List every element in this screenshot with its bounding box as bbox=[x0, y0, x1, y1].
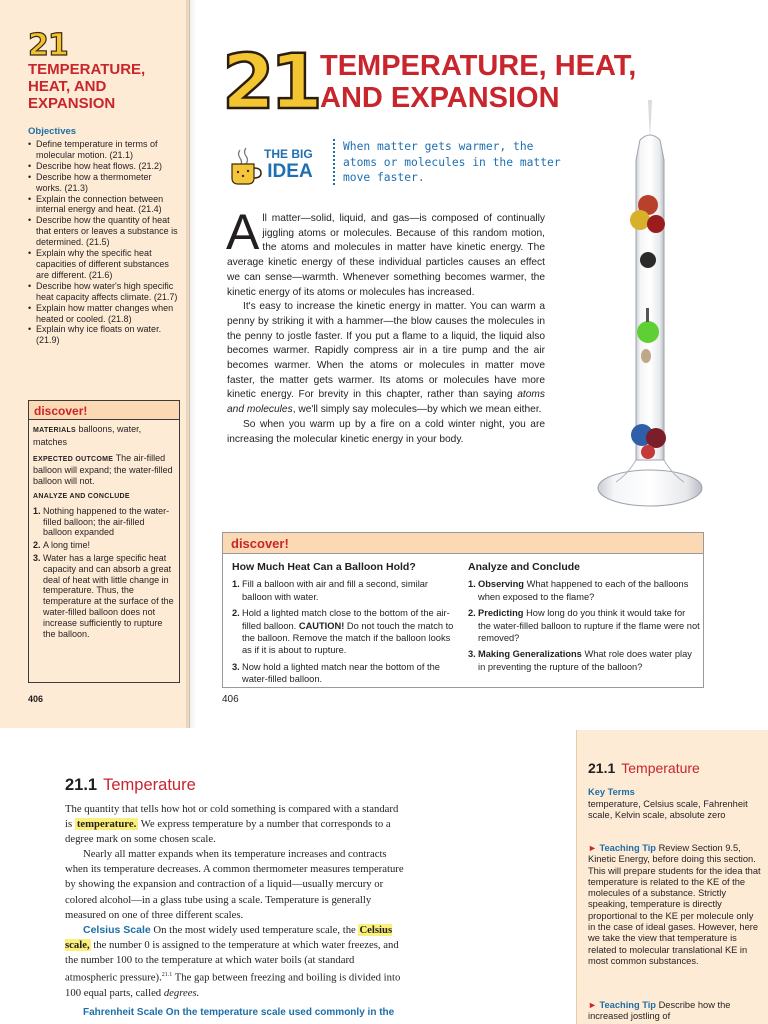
sidebar-chapter-title: TEMPERATURE, HEAT, AND EXPANSION bbox=[28, 61, 146, 112]
section-paragraph-3 bbox=[65, 923, 405, 1001]
step-text: Fill a balloon with air and fill a second, similar balloon with water. bbox=[242, 579, 429, 602]
answer-text: Nothing happened to the water-filled balloon; the air-filled balloon expanded bbox=[43, 505, 170, 538]
analyze-question bbox=[468, 607, 700, 644]
analyze-questions bbox=[468, 578, 700, 673]
page-number: 406 bbox=[222, 694, 239, 705]
sidebar-section-title: Temperature bbox=[621, 760, 700, 776]
objectives-heading: Objectives bbox=[28, 126, 77, 137]
step-number: 2. bbox=[232, 608, 240, 619]
answer-number: 1. bbox=[33, 505, 41, 516]
sidebar-chapter-number: 21 bbox=[28, 28, 68, 63]
coffee-cup-icon bbox=[228, 146, 262, 186]
arrow-right-icon: ► bbox=[588, 1000, 597, 1010]
section-paragraph-4-cut: Fahrenheit Scale On the temperature scale used commonly in the bbox=[83, 1006, 395, 1018]
question-text: What happened to each of the balloons when exposed to the flame? bbox=[478, 579, 689, 602]
discover-activity-box bbox=[222, 532, 704, 688]
intro-paragraph-2-end: , we'll simply say molecules—by which we mean either. bbox=[292, 404, 542, 416]
teaching-tip-2 bbox=[588, 1000, 763, 1023]
sidebar-section-number: 21.1 bbox=[588, 760, 616, 776]
chapter-number: 21 bbox=[222, 37, 318, 126]
section-paragraph-1 bbox=[65, 802, 405, 847]
section-body bbox=[65, 802, 405, 1020]
teacher-sidebar bbox=[0, 0, 190, 728]
p1-text: The quantity that tells how hot or cold something is compared with a standard is bbox=[65, 803, 399, 831]
answers-list bbox=[33, 506, 175, 640]
answer-number: 3. bbox=[33, 552, 41, 563]
question-label: Observing bbox=[478, 579, 524, 590]
teaching-tip-label: Teaching Tip bbox=[599, 1000, 656, 1010]
p3-text: On the most widely used temperature scale, the bbox=[150, 923, 359, 936]
expected-label: EXPECTED OUTCOME bbox=[33, 455, 114, 463]
activity-step bbox=[232, 661, 460, 686]
step-text: Now hold a lighted match near the bottom of the water-filled balloon. bbox=[242, 661, 440, 685]
activity-procedure bbox=[232, 561, 460, 690]
question-label: Predicting bbox=[478, 608, 524, 619]
term-degrees: degrees. bbox=[163, 986, 200, 999]
teaching-tip-text: Review Section 9.5, Kinetic Energy, before doing this section. This will prepare students for the idea that temperature is related to the KE of the molecules of a substance. Strictly speaking, temperature is directly proportional to the KE per molecule only in the case of ideal gases. However, here we take the view that temperature is related to molecular translational KE in most common substances. bbox=[588, 843, 761, 966]
discover-activity-label: discover! bbox=[223, 533, 703, 554]
teaching-tip-text: Describe how the increased jostling of bbox=[588, 1000, 731, 1022]
answer-number: 2. bbox=[33, 540, 41, 551]
intro-paragraph-1 bbox=[226, 204, 545, 300]
analyze-label: ANALYZE AND CONCLUDE bbox=[33, 492, 130, 500]
key-term-celsius: Celsius scale, bbox=[65, 923, 393, 951]
big-idea-label-1: THE BIG bbox=[264, 147, 313, 161]
question-number: 1. bbox=[468, 579, 476, 590]
materials-text: balloons, water, matches bbox=[33, 424, 142, 447]
arrow-right-icon: ► bbox=[588, 843, 597, 853]
galileo-thermometer-image bbox=[590, 100, 710, 520]
objective-item: • Explain why the specific heat capacities of different substances are different. (21.6) bbox=[28, 248, 180, 281]
question-text: How long do you think it would take for the water-filled balloon to rupture if the flame were not removed? bbox=[478, 608, 700, 644]
answer-item bbox=[33, 506, 175, 538]
drop-cap: A bbox=[226, 204, 260, 260]
key-terms-heading: Key Terms bbox=[588, 787, 635, 797]
objective-item: • Explain the connection between internal energy and heat. (21.4) bbox=[28, 194, 180, 216]
section-paragraph-2: Nearly all matter expands when its temperature increases and contracts when its temperature decreases. A common thermometer measures temperature by showing the expansion and contraction of a liquid—usually mercury or colored alcohol—in a glass tube using a scale. Temperature is generally measured on one of three different scales. bbox=[65, 848, 404, 921]
objective-item: • Define temperature in terms of molecular motion. (21.1) bbox=[28, 139, 180, 161]
section-heading bbox=[65, 776, 196, 795]
intro-paragraph-1-text: ll matter—solid, liquid, and gas—is composed of continually jiggling atoms or molecules. Because of this random motion, the atoms and molecules in matter have kinetic energy. The average kinetic energy of these individual particles causes an effect we can sense—warmth. Whenever something becomes warmer, the kinetic energy of its atoms or molecules has increased. bbox=[227, 213, 545, 298]
section-number: 21.1 bbox=[65, 776, 98, 794]
key-term-temperature: temperature. bbox=[76, 818, 137, 831]
intro-paragraph-2 bbox=[227, 300, 545, 418]
sidebar-section-heading bbox=[588, 760, 700, 776]
objective-item: • Explain why ice floats on water. (21.9) bbox=[28, 324, 180, 346]
question-number: 2. bbox=[468, 608, 476, 619]
big-idea-separator bbox=[333, 139, 335, 187]
analyze-heading: Analyze and Conclude bbox=[468, 561, 581, 573]
objective-item: • Describe how heat flows. (21.2) bbox=[28, 161, 180, 172]
teacher-sidebar-section bbox=[576, 730, 768, 1024]
intro-emphasis: atoms and molecules bbox=[227, 389, 545, 416]
materials bbox=[33, 424, 175, 448]
celsius-scale-heading: Celsius Scale bbox=[83, 923, 151, 936]
p1-text-end: We express temperature by a number that corresponds to a degree mark on some chosen scale. bbox=[65, 818, 391, 846]
activity-steps bbox=[232, 578, 460, 685]
materials-label: MATERIALS bbox=[33, 427, 77, 434]
activity-step bbox=[232, 578, 460, 603]
question-text: What role does water play in preventing the rupture of the balloon? bbox=[478, 649, 692, 672]
analyze-question bbox=[468, 648, 700, 673]
objective-item: • Describe how water's high specific heat capacity affects climate. (21.7) bbox=[28, 281, 180, 303]
activity-heading: How Much Heat Can a Balloon Hold? bbox=[232, 561, 416, 573]
sidebar-page-number: 406 bbox=[28, 694, 44, 704]
question-number: 3. bbox=[468, 649, 476, 660]
teaching-tip-label: Teaching Tip bbox=[599, 843, 656, 853]
answer-item bbox=[33, 540, 175, 551]
teaching-tip-1 bbox=[588, 843, 763, 967]
question-label: Making Generalizations bbox=[478, 649, 582, 660]
intro-paragraph-2-text: It's easy to increase the kinetic energy in matter. You can warm a penny by striking it with a hammer—the blow causes the molecules in the penny to jostle faster. If you put a flame to a liquid, the liquid also becomes warmer. Rapidly compress air in a tire pump and the air becomes warmer. When the atoms or molecules in matter move faster, the matter gets warmer. Its atoms or molecules have more kinetic energy. For brevity in this chapter, rather than saying bbox=[227, 301, 545, 401]
big-idea-text: When matter gets warmer, the atoms or molecules in the matter move faster. bbox=[343, 140, 561, 185]
step-number: 3. bbox=[232, 661, 240, 672]
answer-text: Water has a large specific heat capacity and can absorb a great deal of heat with little change in temperature. Thus, the temperature at the surface of the water-filled balloon does not increase sufficiently to rupture the balloon. bbox=[43, 552, 174, 639]
expected-text: The air-filled balloon will expand; the water-filled balloon will not. bbox=[33, 452, 173, 487]
key-terms-list: temperature, Celsius scale, Fahrenheit scale, Kelvin scale, absolute zero bbox=[588, 799, 748, 821]
gutter-shadow bbox=[186, 0, 196, 728]
objectives-list bbox=[28, 139, 180, 346]
big-idea-label-2: IDEA bbox=[267, 161, 313, 182]
p3-text-mid: the number 0 is assigned to the temperature at which water freezes, and the number 100 to the temperature at which water boils (at standard atmospheric pressure). bbox=[65, 938, 399, 984]
intro-paragraph-3: So when you warm up by a fire on a cold winter night, you are increasing the molecular kinetic energy in your body. bbox=[227, 418, 545, 445]
discover-label: discover! bbox=[29, 401, 179, 420]
answer-item bbox=[33, 553, 175, 639]
step-text: Hold a lighted match close to the bottom of the air-filled balloon. bbox=[242, 608, 450, 631]
step-number: 1. bbox=[232, 579, 240, 590]
chapter-intro-text bbox=[226, 204, 545, 447]
footnote-ref: 21.1 bbox=[161, 972, 173, 979]
activity-step bbox=[232, 607, 460, 657]
section-title: Temperature bbox=[103, 776, 196, 794]
objective-item: • Describe how the quantity of heat that enters or leaves a substance is determined. (21.5) bbox=[28, 215, 180, 248]
discover-answers-box bbox=[28, 400, 180, 683]
analyze-question bbox=[468, 578, 700, 603]
step-text-continued: Do not touch the match to the balloon. Remove the match if the balloon looks as if it is about to rupture. bbox=[242, 620, 454, 656]
answer-text: A long time! bbox=[43, 540, 91, 551]
objective-item: • Explain how matter changes when heated or cooled. (21.8) bbox=[28, 303, 180, 325]
analyze-conclude bbox=[468, 561, 700, 677]
big-idea-label bbox=[264, 148, 313, 181]
expected-outcome bbox=[33, 453, 175, 487]
p3-text-end: The gap between freezing and boiling is divided into 100 equal parts, called bbox=[65, 971, 401, 999]
objective-item: • Describe how a thermometer works. (21.3) bbox=[28, 172, 180, 194]
caution-label: CAUTION! bbox=[298, 620, 345, 631]
chapter-title: TEMPERATURE, HEAT, AND EXPANSION bbox=[320, 50, 637, 114]
textbook-page-407 bbox=[0, 728, 768, 1024]
